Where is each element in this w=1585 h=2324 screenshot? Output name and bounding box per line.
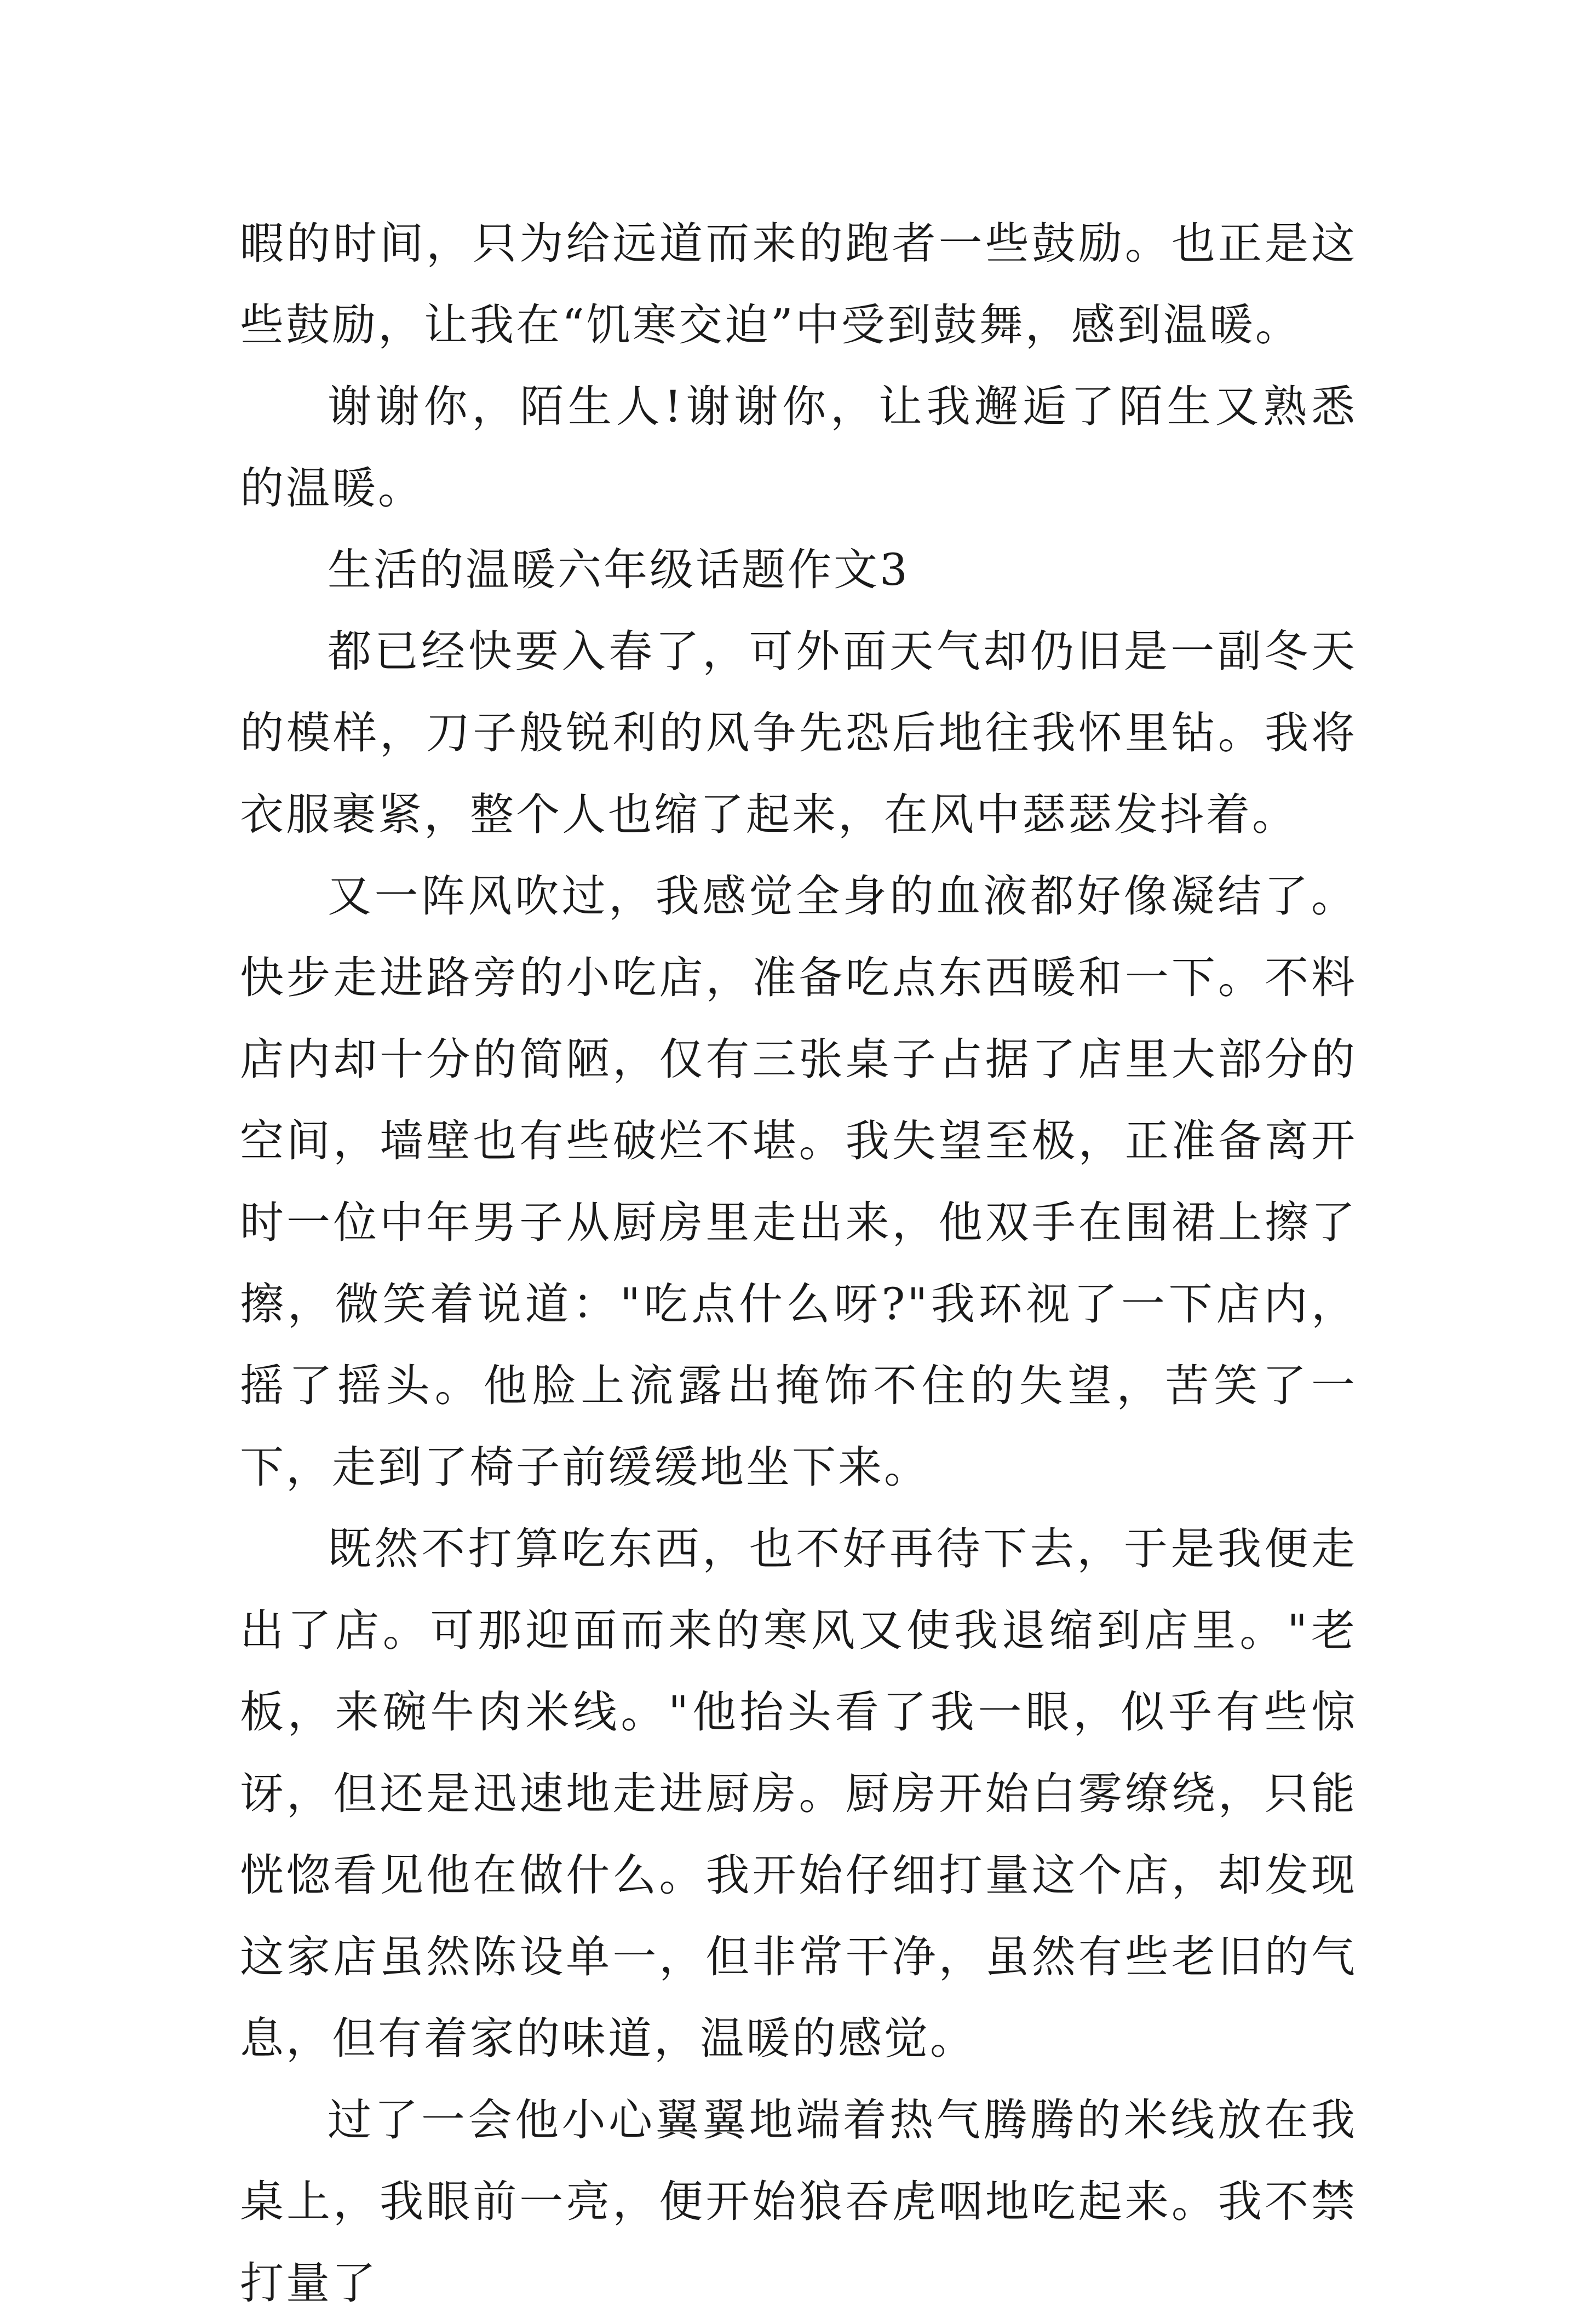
document-body bbox=[240, 203, 1357, 2324]
paragraph-6: 过了一会他小心翼翼地端着热气腾腾的米线放在我桌上，我眼前一亮，便开始狼吞虎咽地吃起来。我不禁打量了 bbox=[240, 2095, 1357, 2309]
paragraph-4: 又一阵风吹过，我感觉全身的血液都好像凝结了。快步走进路旁的小吃店，准备吃点东西暖和一下。不料店内却十分的简陋，仅有三张桌子占据了店里大部分的空间，墙壁也有些破烂不堪。我失望至极，正准备离开时一位中年男子从厨房里走出来，他双手在围裙上擦了擦，微笑着说道："吃点什么呀?"我环视了一下店内，摇了摇头。他脸上流露出掩饰不住的失望，苦笑了一下，走到了椅子前缓缓地坐下来。 bbox=[240, 871, 1357, 1493]
paragraph-1: 暇的时间，只为给远道而来的跑者一些鼓励。也正是这些鼓励，让我在“饥寒交迫”中受到鼓舞，感到温暖。 bbox=[240, 218, 1357, 350]
section-heading: 生活的温暖六年级话题作文3 bbox=[328, 544, 910, 595]
paragraph-3: 都已经快要入春了，可外面天气却仍旧是一副冬天的模样，刀子般锐利的风争先恐后地往我怀里钻。我将衣服裹紧，整个人也缩了起来，在风中瑟瑟发抖着。 bbox=[240, 626, 1357, 840]
paragraph-5: 既然不打算吃东西，也不好再待下去，于是我便走出了店。可那迎面而来的寒风又使我退缩到店里。"老板，来碗牛肉米线。"他抬头看了我一眼，似乎有些惊讶，但还是迅速地走进厨房。厨房开始白雾缭绕，只能恍惚看见他在做什么。我开始仔细打量这个店，却发现这家店虽然陈设单一，但非常干净，虽然有些老旧的气息，但有着家的味道，温暖的感觉。 bbox=[240, 1523, 1357, 2064]
paragraph-2: 谢谢你，陌生人!谢谢你，让我邂逅了陌生又熟悉的温暖。 bbox=[240, 381, 1357, 514]
